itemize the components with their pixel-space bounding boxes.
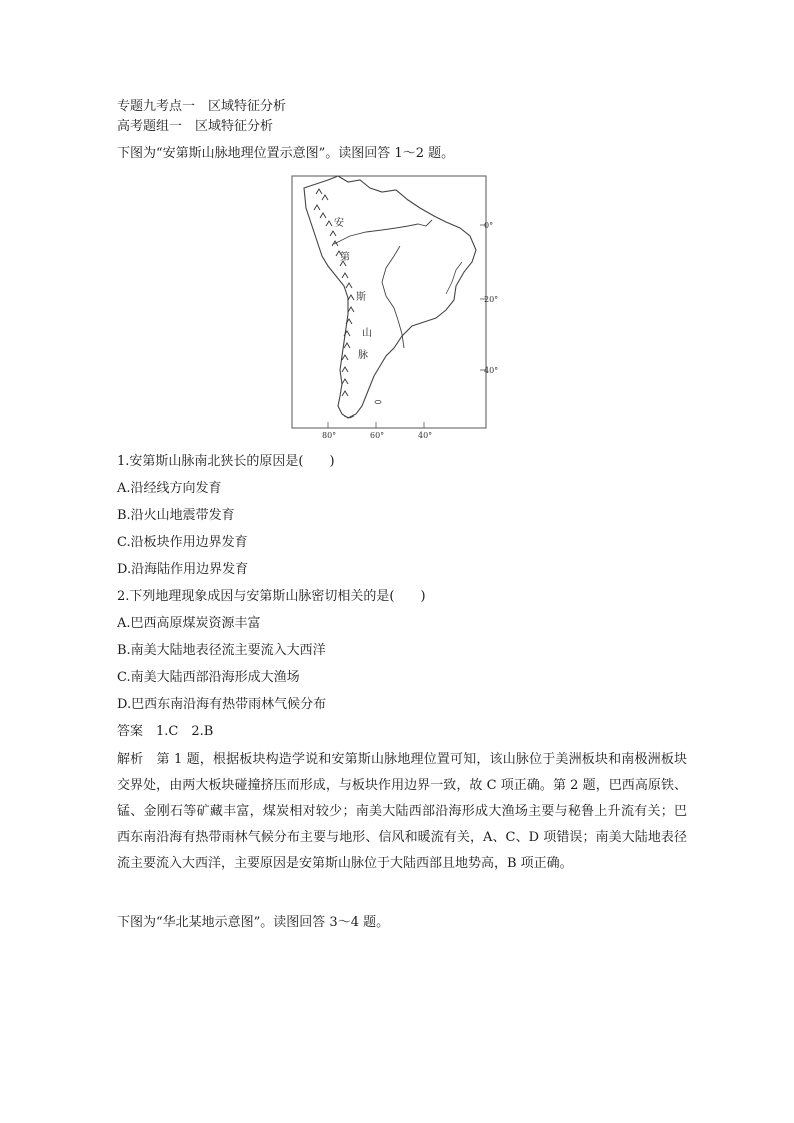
group-heading: 高考题组一 区域特征分析: [117, 119, 274, 134]
intro-andes: 下图为“安第斯山脉地理位置示意图”。读图回答 1～2 题。: [117, 146, 455, 161]
intro-north-china: 下图为“华北某地示意图”。读图回答 3～4 题。: [117, 915, 390, 930]
question-1-option-c: C.沿板块作用边界发育: [117, 535, 248, 550]
question-2-stem: 2.下列地理现象成因与安第斯山脉密切相关的是( ): [117, 589, 426, 604]
map-label-di: 第: [340, 252, 350, 263]
question-1-option-a: A.沿经线方向发育: [117, 481, 222, 496]
map-label-an: 安: [334, 218, 344, 229]
topic-heading: 专题九考点一 区域特征分析: [117, 99, 287, 114]
question-2-option-c: C.南美大陆西部沿海形成大渔场: [117, 670, 300, 685]
map-label-mai: 脉: [358, 350, 368, 361]
andes-map: [286, 170, 506, 442]
answer-line: 答案 1.C 2.B: [117, 724, 214, 739]
river-east: [446, 262, 462, 294]
analysis-text: 解析 第 1 题，根据板块构造学说和安第斯山脉地理位置可知，该山脉位于美洲板块和南极洲板块交界处，由两大板块碰撞挤压而形成，与板块作用边界一致，故 C 项正确。第 2 题，巴西高原铁、锰、金刚石等矿藏丰富，煤炭相对较少；南美大陆西部沿海形成大渔场主要与秘鲁上升流有关；巴西东南沿海有热带雨林气候分布主要与地形、信风和暖流有关，A、C、D 项错误；南美大陆地表径流主要流入大西洋，主要原因是安第斯山脉位于大陆西部且地势高，B 项正确。: [117, 752, 687, 871]
lon-label-80: 80°: [322, 431, 337, 440]
analysis-paragraph: [117, 747, 687, 877]
question-2-option-a: A.巴西高原煤炭资源丰富: [117, 616, 261, 631]
lon-label-60: 60°: [370, 431, 385, 440]
map-label-si: 斯: [356, 292, 366, 303]
question-1-option-b: B.沿火山地震带发育: [117, 508, 235, 523]
map-frame: [292, 176, 486, 428]
map-label-shan: 山: [362, 328, 372, 339]
lat-label-0: 0°: [484, 221, 494, 230]
question-1-option-d: D.沿海陆作用边界发育: [117, 562, 249, 577]
lat-label-40: 40°: [484, 366, 499, 375]
parana-river: [382, 246, 404, 348]
lon-label-40: 40°: [418, 431, 433, 440]
question-2-option-d: D.巴西东南沿海有热带雨林气候分布: [117, 697, 327, 712]
amazon-river: [334, 220, 432, 244]
lat-label-20: 20°: [484, 295, 499, 304]
south-america-outline: [304, 176, 476, 418]
question-1-stem: 1.安第斯山脉南北狭长的原因是( ): [117, 454, 335, 469]
falkland-islands: [375, 400, 381, 403]
question-2-option-b: B.南美大陆地表径流主要流入大西洋: [117, 643, 326, 658]
